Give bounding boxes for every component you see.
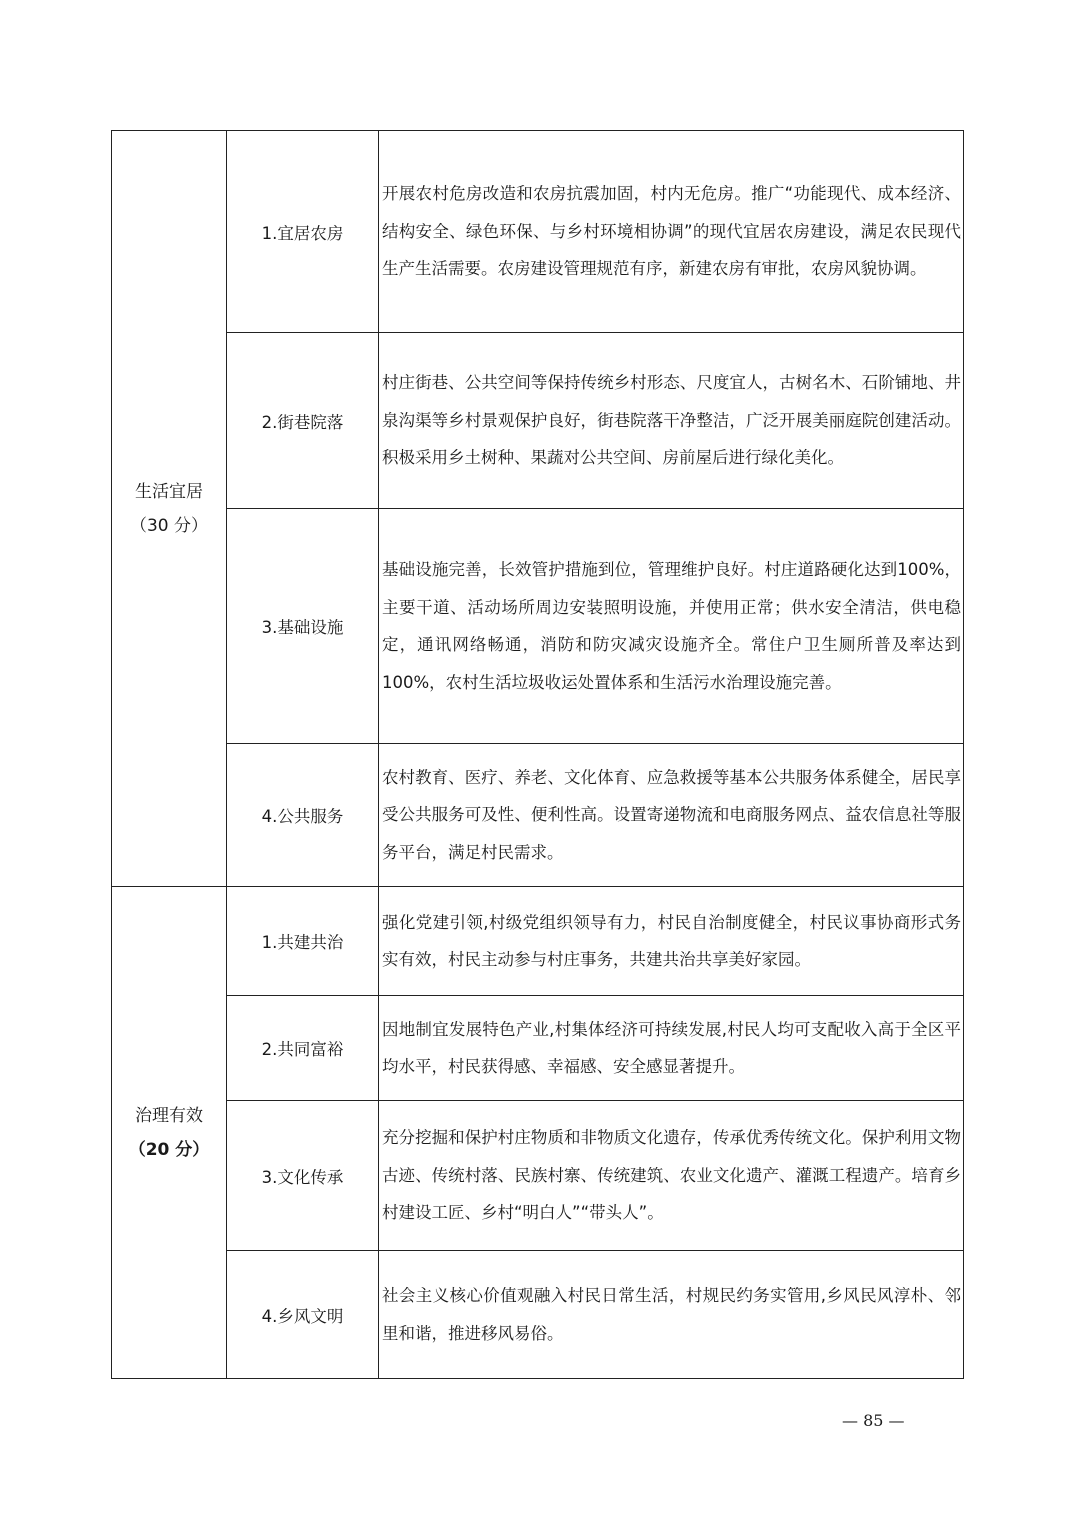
item-description: 村庄街巷、公共空间等保持传统乡村形态、尺度宜人，古树名木、石阶铺地、井泉沟渠等乡村景观保护良好，街巷院落干净整洁，广泛开展美丽庭院创建活动。积极采用乡土树种、果蔬对公共空间、房前屋后进行绿化美化。: [379, 333, 964, 509]
item-description: 基础设施完善，长效管护措施到位，管理维护良好。村庄道路硬化达到100%，主要干道、活动场所周边安装照明设施，并使用正常；供水安全清洁，供电稳定，通讯网络畅通，消防和防灾减灾设施齐全。常住户卫生厕所普及率达到 100%，农村生活垃圾收运处置体系和生活污水治理设施完善。: [379, 509, 964, 744]
category-cell-governance: [112, 887, 227, 1379]
item-description: 农村教育、医疗、养老、文化体育、应急救援等基本公共服务体系健全，居民享受公共服务可及性、便利性高。设置寄递物流和电商服务网点、益农信息社等服务平台，满足村民需求。: [379, 744, 964, 887]
category-name: 生活宜居: [135, 481, 203, 502]
criteria-table-container: [111, 130, 963, 1379]
item-description: 强化党建引领,村级党组织领导有力，村民自治制度健全，村民议事协商形式务实有效，村民主动参与村庄事务，共建共治共享美好家园。: [379, 887, 964, 996]
item-label: 3.基础设施: [227, 509, 379, 744]
page-number: — 85 —: [842, 1411, 905, 1430]
criteria-table: [111, 130, 964, 1379]
item-label: 1.共建共治: [227, 887, 379, 996]
table-row: [112, 1251, 964, 1379]
category-score: （30 分）: [129, 515, 209, 536]
category-cell-livable: [112, 131, 227, 887]
table-row: [112, 744, 964, 887]
table-row: [112, 333, 964, 509]
table-row: [112, 996, 964, 1101]
table-row: [112, 1101, 964, 1251]
table-row: [112, 131, 964, 333]
item-description: 因地制宜发展特色产业,村集体经济可持续发展,村民人均可支配收入高于全区平均水平，村民获得感、幸福感、安全感显著提升。: [379, 996, 964, 1101]
item-label: 3.文化传承: [227, 1101, 379, 1251]
item-description: 社会主义核心价值观融入村民日常生活，村规民约务实管用,乡风民风淳朴、邻里和谐，推进移风易俗。: [379, 1251, 964, 1379]
item-label: 4.乡风文明: [227, 1251, 379, 1379]
item-label: 1.宜居农房: [227, 131, 379, 333]
table-row: [112, 509, 964, 744]
table-row: [112, 887, 964, 996]
item-description: 充分挖掘和保护村庄物质和非物质文化遗存，传承优秀传统文化。保护利用文物古迹、传统村落、民族村寨、传统建筑、农业文化遗产、灌溉工程遗产。培育乡村建设工匠、乡村“明白人”“带头人”。: [379, 1101, 964, 1251]
item-label: 2.共同富裕: [227, 996, 379, 1101]
item-label: 2.街巷院落: [227, 333, 379, 509]
category-score: （20 分）: [128, 1139, 210, 1160]
item-description: 开展农村危房改造和农房抗震加固，村内无危房。推广“功能现代、成本经济、结构安全、绿色环保、与乡村环境相协调”的现代宜居农房建设，满足农民现代生产生活需要。农房建设管理规范有序，新建农房有审批，农房风貌协调。: [379, 131, 964, 333]
item-label: 4.公共服务: [227, 744, 379, 887]
category-name: 治理有效: [135, 1105, 203, 1126]
